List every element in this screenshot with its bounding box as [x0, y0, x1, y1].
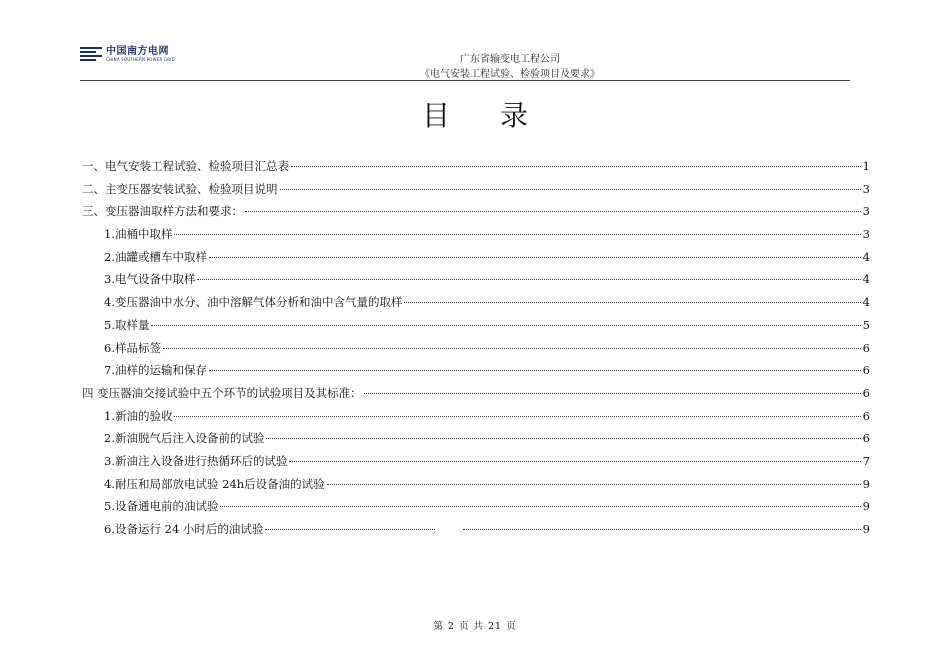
toc-entry-label: 1.油桶中取样 [104, 227, 173, 242]
toc-entry-page: 3 [862, 204, 870, 219]
toc-entry-page: 6 [862, 431, 870, 446]
toc-entry[interactable] [82, 158, 870, 181]
toc-entry[interactable] [82, 362, 870, 385]
toc-leader-dots [151, 325, 860, 326]
toc-entry-page: 6 [862, 340, 870, 355]
toc-leader-dots [174, 416, 860, 417]
toc-entry[interactable] [82, 271, 870, 294]
toc-entry-label: 3.新油注入设备进行热循环后的试验 [104, 453, 288, 468]
toc-leader-dots [197, 279, 860, 280]
toc-entry-label: 7.油样的运输和保存 [104, 363, 207, 378]
toc-leader-dots [245, 211, 861, 212]
toc-entry[interactable] [82, 476, 870, 499]
toc-entry[interactable] [82, 430, 870, 453]
toc-leader-dots [289, 461, 860, 462]
toc-entry-page: 9 [862, 499, 870, 514]
toc-entry-label: 4.耐压和局部放电试验 24h后设备油的试验 [104, 476, 325, 491]
toc-entry-page: 7 [862, 453, 870, 468]
power-grid-logo-icon [80, 46, 102, 62]
toc-entry-label: 6.设备运行 24 小时后的油试验 [104, 522, 264, 536]
toc-entry-page: 6 [862, 363, 870, 378]
toc-leader-dots [364, 393, 861, 394]
toc-entry[interactable] [82, 203, 870, 226]
toc-entry[interactable] [82, 385, 870, 408]
toc-entry-label: 2.油罐或槽车中取样 [104, 249, 207, 264]
toc-entry[interactable] [82, 340, 870, 363]
toc-entry[interactable] [82, 408, 870, 431]
toc-entry-page: 6 [862, 408, 870, 423]
table-of-contents [82, 158, 870, 544]
toc-leader-dots [174, 234, 860, 235]
toc-entry-label: 6.样品标签 [104, 340, 161, 355]
toc-entry-label: 5.取样量 [104, 317, 150, 332]
toc-entry-label: 四 变压器油交接试验中五个环节的试验项目及其标准： [82, 385, 362, 400]
toc-entry[interactable] [82, 249, 870, 272]
toc-entry-page: 9 [862, 522, 870, 536]
toc-leader-dots [404, 302, 860, 303]
toc-leader-dots [266, 438, 860, 439]
toc-entry-page: 6 [862, 385, 870, 400]
logo-name-cn: 中国南方电网 [106, 46, 169, 57]
toc-entry[interactable] [82, 294, 870, 317]
toc-entry-label: 5.设备通电前的油试验 [104, 499, 219, 514]
logo-name-en: CHINA SOUTHERN POWER GRID [106, 57, 175, 62]
toc-entry-page: 3 [862, 181, 870, 196]
toc-entry-label: 1.新油的验收 [104, 408, 173, 423]
toc-leader-dots [163, 348, 861, 349]
page-title: 目录 [421, 99, 578, 132]
toc-entry-page: 1 [862, 159, 870, 173]
header-company: 广东省输变电工程公司 [460, 54, 560, 65]
toc-leader-dots [280, 189, 861, 190]
toc-entry-label: 一、电气安装工程试验、检验项目汇总表 [82, 159, 289, 173]
page-footer: 第 2 页 共 21 页 [433, 621, 517, 632]
toc-entry[interactable] [82, 521, 870, 544]
toc-entry-page: 5 [862, 317, 870, 332]
toc-leader-dots [463, 529, 860, 530]
toc-leader-dots [209, 370, 861, 371]
header-rule [80, 80, 850, 81]
toc-leader-dots [209, 257, 861, 258]
company-logo [80, 46, 175, 62]
toc-entry-page: 4 [862, 249, 870, 264]
toc-entry-label: 4.变压器油中水分、油中溶解气体分析和油中含气量的取样 [104, 295, 403, 310]
toc-leader-dots [327, 484, 861, 485]
toc-entry[interactable] [82, 453, 870, 476]
toc-entry[interactable] [82, 181, 870, 204]
header-subtitle: 《电气安装工程试验、检验项目及要求》 [420, 69, 600, 80]
toc-leader-dots [265, 529, 435, 530]
toc-entry[interactable] [82, 226, 870, 249]
toc-leader-dots [291, 166, 861, 167]
toc-entry-label: 二、主变压器安装试验、检验项目说明 [82, 181, 278, 196]
toc-entry-page: 4 [862, 295, 870, 310]
toc-entry-page: 3 [862, 227, 870, 242]
toc-entry-label: 3.电气设备中取样 [104, 272, 196, 287]
toc-entry[interactable] [82, 498, 870, 521]
toc-entry-page: 4 [862, 272, 870, 287]
toc-entry-label: 2.新油脱气后注入设备前的试验 [104, 431, 265, 446]
toc-entry-page: 9 [862, 476, 870, 491]
toc-leader-dots [220, 506, 860, 507]
toc-entry-label: 三、变压器油取样方法和要求： [82, 204, 243, 219]
toc-entry[interactable] [82, 317, 870, 340]
